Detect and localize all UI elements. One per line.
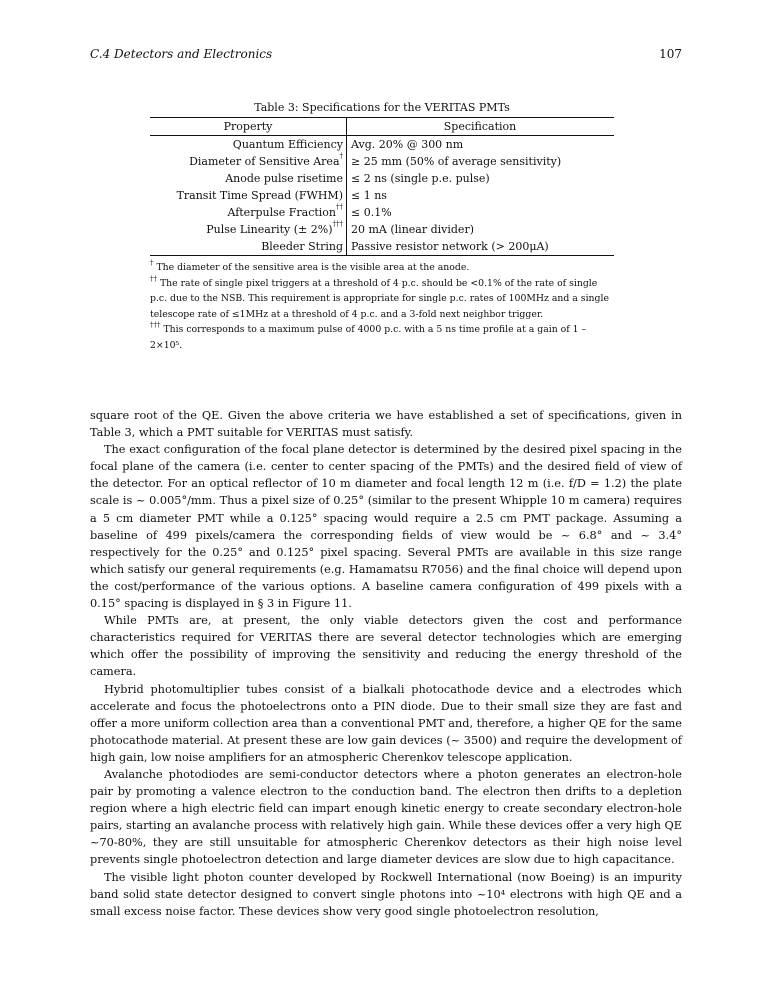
column-header-specification: Specification [443, 120, 517, 133]
footnote: ††† This corresponds to a maximum pulse of 4000 p.c. with a 5 ns time profile at a gain of 1 – 2×10⁵. [150, 321, 587, 351]
column-header-property: Property [223, 120, 273, 133]
property-cell: Afterpulse Fraction†† [227, 203, 343, 219]
footnote: † The diameter of the sensitive area is the visible area at the anode. [150, 259, 470, 273]
specification-cell: Avg. 20% @ 300 nm [351, 138, 464, 151]
footnote: †† The rate of single pixel triggers at a threshold of 4 p.c. should be <0.1% of the rate of single p.c. due to the NSB. This requirement is appropriate for single p.c. rates of 100MHz and a single telescope rate of ≤1MHz at a threshold of 4 p.c. and a 3-fold next neighbor trigger. [150, 274, 609, 320]
specification-cell: Passive resistor network (> 200μA) [351, 240, 549, 253]
table-row [150, 221, 614, 238]
table-row [150, 187, 614, 204]
paragraph: While PMTs are, at present, the only viable detectors given the cost and performance characteristics required for VERITAS there are several detector technologies which are emerging which offer the possibility of improving the sensitivity and reducing the energy threshold of the camera. [90, 614, 682, 679]
table-caption: Table 3: Specifications for the VERITAS PMTs [254, 101, 510, 114]
property-cell: Anode pulse risetime [225, 172, 343, 185]
paragraph: The visible light photon counter developed by Rockwell International (now Boeing) is an impurity band solid state detector designed to convert single photons into ~10⁴ electrons with high QE and a small excess noise factor. These devices show very good single photoelectron resolution, [90, 870, 682, 918]
running-header [90, 47, 682, 65]
paragraph: Hybrid photomultiplier tubes consist of a bialkali photocathode device and a electrodes which accelerate and focus the photoelectrons onto a PIN diode. Due to their small size they are fast and offer a more uniform collection area than a conventional PMT and, therefore, a higher QE for the same photocathode material. At present these are low gain devices (~ 3500) and require the development of high gain, low noise amplifiers for an atmospheric Cherenkov telescope application. [90, 682, 682, 764]
table-header-row [150, 118, 614, 135]
page-number: 107 [659, 47, 682, 61]
table-row [150, 204, 614, 221]
property-cell: Transit Time Spread (FWHM) [176, 189, 343, 202]
table-row [150, 153, 614, 170]
property-cell: Pulse Linearity (± 2%)††† [206, 220, 343, 236]
table-row [150, 136, 614, 153]
paragraph: square root of the QE. Given the above criteria we have established a set of specifications, given in Table 3, which a PMT suitable for VERITAS must satisfy. [90, 409, 682, 440]
property-cell: Bleeder String [261, 240, 343, 253]
property-cell: Quantum Efficiency [232, 138, 343, 151]
paragraph: The exact configuration of the focal plane detector is determined by the desired pixel spacing in the focal plane of the camera (i.e. center to center spacing of the PMTs) and the desired field of view of the detector. For an optical reflector of 10 m diameter and focal length 12 m (i.e. f/D = 1.2) the plate scale is ~ 0.005°/mm. Thus a pixel size of 0.25° (similar to the present Whipple 10 m camera) requires a 5 cm diameter PMT while a 0.125° spacing would require a 2.5 cm PMT package. Assuming a baseline of 499 pixels/camera the corresponding fields of view would be ~ 6.8° and ~ 3.4° respectively for the 0.25° and 0.125° pixel spacing. Several PMTs are available in this size range which satisfy our general requirements (e.g. Hamamatsu R7056) and the final choice will depend upon the cost/performance of the various options. A baseline camera configuration of 499 pixels with a 0.15° spacing is displayed in § 3 in Figure 11. [90, 443, 682, 611]
specifications-table [150, 101, 614, 353]
section-title: C.4 Detectors and Electronics [90, 47, 273, 61]
table-row [150, 238, 614, 255]
specification-cell: 20 mA (linear divider) [351, 223, 474, 236]
table-footnotes [150, 260, 614, 353]
specification-cell: ≤ 0.1% [351, 206, 392, 219]
body-text [90, 407, 682, 920]
specification-cell: ≥ 25 mm (50% of average sensitivity) [351, 155, 562, 168]
specification-cell: ≤ 1 ns [351, 189, 387, 202]
specification-cell: ≤ 2 ns (single p.e. pulse) [351, 172, 490, 185]
table-row [150, 170, 614, 187]
property-cell: Diameter of Sensitive Area† [189, 152, 343, 168]
paragraph: Avalanche photodiodes are semi-conductor detectors where a photon generates an electron-hole pair by promoting a valence electron to the conduction band. The electron then drifts to a depletion region where a high electric field can impart enough kinetic energy to create secondary electron-hole pairs, starting an avalanche process with relatively high gain. While these devices offer a very high QE ~70-80%, they are still unsuitable for atmospheric Cherenkov detectors as their high noise level prevents single photoelectron detection and large diameter devices are slow due to high capacitance. [90, 767, 682, 867]
